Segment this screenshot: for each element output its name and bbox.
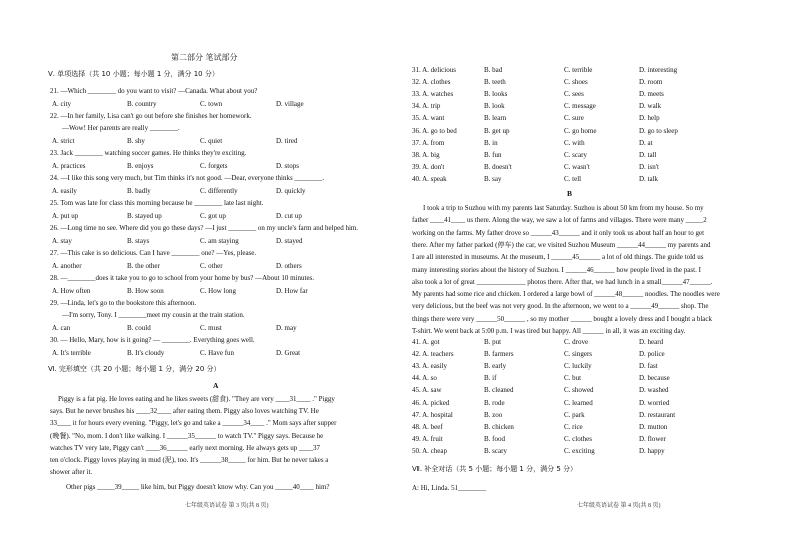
passage-line: I took a trip to Suzhou with my parents last Saturday. Suzhou is about 50 km from my house. So my (423, 204, 704, 212)
passage-line: shower after it. (50, 468, 93, 477)
question-stem: 27. —This cake is so delicious. Can I have ________ one? —Yes, please. (50, 249, 257, 257)
answer-option: B. fun (484, 150, 502, 159)
answer-option: C. other (200, 262, 223, 270)
answer-option: C. terrible (564, 66, 593, 74)
passage-line: very delicious, but the beef was not very good. In the afternoon, we went to a ______49______ shop. The (412, 302, 709, 311)
answer-option: D. mutton (639, 422, 668, 431)
answer-option: B. enjoys (127, 162, 154, 170)
answer-option: 31. A. delicious (412, 66, 456, 74)
answer-option: D. heard (639, 338, 664, 346)
answer-option: B. get up (484, 126, 510, 135)
answer-option: C. showed (564, 386, 594, 395)
passage-b-label: B (567, 189, 573, 198)
question-stem: —Wow! Her parents are really ________. (62, 124, 180, 132)
question-stem: 21. —Which ________ do you want to visit? —Canada. What about you? (50, 87, 258, 95)
answer-option: D. at (639, 138, 653, 147)
answer-option: 43. A. easily (412, 362, 447, 371)
answer-option: B. the other (127, 262, 160, 270)
answer-option: C. How long (200, 287, 236, 295)
answer-option: C. tell (564, 174, 582, 183)
passage-line: Piggy is a fat pig. He loves eating and he likes sweets (甜食). "They are very ____31____ ." Piggy (58, 395, 335, 403)
answer-option: C. but (564, 374, 582, 383)
passage-line: things there were very ______50______ , so my mother ______ bought a lovely dress and I bought a black (412, 314, 712, 323)
answer-option: D. worried (639, 398, 670, 407)
answer-option: D. tired (276, 137, 298, 145)
question-stem: 22. —In her family, Lisa can't go out before she finishes her homework. (50, 112, 252, 120)
passage-line: also took a lot of great ______________ photos there. After that, we had lunch in a small______47______. (412, 277, 713, 286)
answer-option: B. put (484, 338, 502, 346)
answer-option: A. strict (52, 137, 75, 145)
answer-option: C. got up (200, 212, 226, 220)
answer-option: D. flower (639, 434, 666, 443)
answer-option: B. cleaned (484, 386, 514, 395)
answer-option: C. town (200, 100, 223, 108)
answer-option: 49. A. fruit (412, 434, 443, 443)
answer-option: D. washed (639, 386, 669, 395)
question-stem: —I'm sorry, Tony. I ________meet my cousin at the train station. (62, 311, 245, 319)
answer-option: B. scary (484, 446, 507, 455)
answer-option: 40. A. speak (412, 174, 447, 183)
answer-option: C. park (564, 410, 585, 419)
answer-option: D. stops (276, 162, 299, 170)
answer-option: 50. A. cheap (412, 446, 447, 455)
passage-line: says. But he never brushes his ____32____ after eating them. Piggy also loves watching TV. He (50, 407, 319, 416)
answer-option: D. talk (639, 174, 659, 183)
answer-option: C. forgets (200, 162, 228, 170)
answer-option: B. say (484, 174, 502, 183)
passage-line: working on the farms. My father drove so ______43______ and it only took us about half an hour to get (412, 228, 705, 237)
answer-option: C. am staying (200, 237, 239, 245)
answer-option: A. easily (52, 187, 77, 195)
answer-option: D. isn't (639, 162, 659, 171)
answer-option: C. message (564, 102, 596, 111)
answer-option: B. bad (484, 66, 503, 74)
answer-option: B. could (127, 324, 151, 332)
answer-option: 44. A. so (412, 374, 437, 383)
answer-option: C. scary (564, 150, 587, 159)
answer-option: B. stayed up (127, 212, 162, 220)
page-footer: 七年级英语试卷 第 3 页(共 8 页) (185, 503, 269, 509)
answer-option: B. farmers (484, 350, 514, 359)
answer-option: C. quiet (200, 137, 223, 145)
answer-option: D. others (276, 262, 302, 270)
answer-option: B. food (484, 434, 505, 443)
answer-option: C. go home (564, 126, 597, 135)
passage-line: T-shirt. We went back at 5:00 p.m. I was tired but happy. All ______ in all, it was an exciting day. (412, 327, 686, 335)
section-5-title: Ⅴ. 单项选择（共 10 小题；每小题 1 分，满分 10 分） (48, 70, 219, 78)
answer-option: C. exciting (564, 446, 595, 455)
passage-line: many interesting stories about the history of Suzhou. I ______46______ how people lived in the past. I (412, 265, 701, 274)
answer-option: D. village (276, 100, 304, 108)
answer-option: 48. A. beef (412, 422, 443, 431)
question-stem: 29. —Linda, let's go to the bookstore this afternoon. (50, 299, 197, 307)
answer-option: D. may (276, 324, 297, 332)
answer-option: A. city (52, 100, 72, 108)
answer-option: B. badly (127, 187, 151, 195)
passage-line: ten o'clock. Piggy loves playing in mud (泥), too. It's ______38_____ for him. But he never takes a (50, 456, 329, 464)
answer-option: C. must (200, 324, 222, 332)
answer-option: A. How often (52, 287, 91, 295)
answer-option: 39. A. don't (412, 162, 445, 171)
answer-option: B. if (484, 374, 497, 383)
passage-line: watches TV very late, Piggy can't ____36______ early next morning. He always gets up ____37 (50, 443, 321, 452)
answer-option: D. go to sleep (639, 126, 678, 135)
answer-option: D. cut up (276, 212, 302, 220)
answer-option: D. police (639, 350, 665, 359)
answer-option: C. rice (564, 422, 583, 431)
answer-option: B. chicken (484, 422, 514, 431)
passage-a-label: A (213, 381, 219, 390)
answer-option: C. luckily (564, 362, 592, 371)
passage-line: (晚餐). "No, mom. I don't like walking. I ______35______ to watch TV." Piggy says. Because he (50, 431, 324, 440)
section-6-title: Ⅵ. 完形填空（共 20 小题；每小题 1 分，满分 20 分） (48, 365, 221, 373)
answer-option: 41. A. got (412, 338, 440, 346)
answer-option: D. How far (276, 287, 308, 295)
answer-option: D. Great (276, 349, 301, 357)
dialog-line: A: Hi, Linda. 51________ (412, 484, 487, 492)
answer-option: D. interesting (639, 66, 678, 74)
answer-option: B. It's cloudy (127, 349, 165, 357)
answer-option: A. stay (52, 237, 72, 245)
answer-option: B. in (484, 138, 498, 147)
answer-option: A. can (52, 324, 71, 332)
answer-option: C. with (564, 138, 585, 147)
section-7-title: Ⅶ. 补全对话（共 5 小题；每小题 1 分，满分 5 分） (412, 465, 577, 473)
question-stem: 25. Tom was late for class this morning because he ________ late last night. (50, 199, 264, 207)
passage-line: there. After my father parked (停车) the car, we visited Suzhou Museum ______44______ my parents and (412, 240, 711, 249)
answer-option: B. doesn't (484, 162, 512, 171)
answer-option: C. wasn't (564, 162, 590, 171)
answer-option: 34. A. trip (412, 102, 441, 111)
question-stem: 23. Jack ________ watching soccer games. He thinks they're exciting. (50, 149, 247, 157)
passage-line: My parents had some rice and chicken. I ordered a large bowl of ______48______ noodles. The noodles were (412, 290, 720, 299)
answer-option: D. help (639, 114, 660, 123)
answer-option: 36. A. go to bed (412, 126, 457, 135)
answer-option: 35. A. want (412, 114, 445, 123)
answer-option: B. shy (127, 137, 145, 145)
answer-option: B. teeth (484, 78, 506, 87)
answer-option: C. sees (564, 90, 584, 99)
answer-option: C. singers (564, 350, 592, 359)
answer-option: C. differently (200, 187, 238, 195)
answer-option: D. fast (639, 362, 658, 371)
question-stem: 28. —________does it take you to go to school from your home by bus? —About 10 minutes. (50, 274, 315, 282)
answer-option: D. tall (639, 150, 657, 159)
passage-line: father ____41____ us there. Along the way, we saw a lot of farms and villages. There were many _____2 (412, 216, 707, 225)
answer-option: 45. A. saw (412, 386, 442, 395)
answer-option: D. restaurant (639, 410, 676, 419)
answer-option: B. look (484, 102, 505, 111)
answer-option: C. sure (564, 114, 584, 123)
answer-option: B. stays (127, 237, 150, 245)
passage-line: I are all interested in museums. At the museum, I ______45______ a lot of old things. The guide told us (412, 253, 704, 262)
answer-option: B. learn (484, 114, 507, 123)
answer-option: D. because (639, 374, 670, 383)
answer-option: C. clothes (564, 434, 592, 443)
answer-option: B. rode (484, 398, 505, 407)
answer-option: B. looks (484, 90, 508, 99)
part-title: 第二部分 笔试部分 (171, 53, 238, 62)
question-stem: 26. —Long time no see. Where did you go these days? —I just ________ on my uncle's farm and helped him. (50, 224, 359, 232)
answer-option: A. another (52, 262, 82, 270)
answer-option: D. room (639, 78, 663, 87)
answer-option: C. drove (564, 338, 589, 346)
answer-option: C. Have fun (200, 349, 235, 357)
passage-line: 33____ it for hours every evening. "Piggy, let's go and take a ______34____ ." Mom says after supper (50, 419, 337, 428)
answer-option: B. early (484, 362, 507, 371)
answer-option: B. How soon (127, 287, 164, 295)
answer-option: 42. A. teachers (412, 350, 454, 359)
answer-option: C. learned (564, 398, 593, 407)
answer-option: A. It's terrible (52, 349, 91, 357)
answer-option: 46. A. picked (412, 398, 450, 407)
answer-option: 33. A. watches (412, 90, 454, 99)
answer-option: D. happy (639, 446, 665, 455)
answer-option: D. meets (639, 90, 664, 99)
question-stem: 24. —I like this song very much, but Tim thinks it's not good. —Dear, everyone thinks ________. (50, 174, 325, 182)
question-stem: 30. — Hello, Mary, how is it going? — ________. Everything goes well. (50, 336, 255, 344)
answer-option: C. shoes (564, 78, 588, 87)
answer-option: B. country (127, 100, 157, 108)
answer-option: D. stayed (276, 237, 303, 245)
passage-line: Other pigs _____39_____ like him, but Piggy doesn't know why. Can you _____40____ him? (66, 483, 330, 491)
answer-option: 37. A. from (412, 138, 445, 147)
answer-option: 47. A. hospital (412, 410, 453, 419)
answer-option: 32. A. clothes (412, 78, 451, 87)
page-footer: 七年级英语试卷 第 4 页(共 8 页) (577, 503, 661, 509)
answer-option: D. quickly (276, 187, 306, 195)
answer-option: A. practices (52, 162, 86, 170)
answer-option: B. zoo (484, 410, 503, 419)
answer-option: A. put up (52, 212, 79, 220)
answer-option: D. walk (639, 102, 662, 111)
answer-option: 38. A. big (412, 150, 440, 159)
